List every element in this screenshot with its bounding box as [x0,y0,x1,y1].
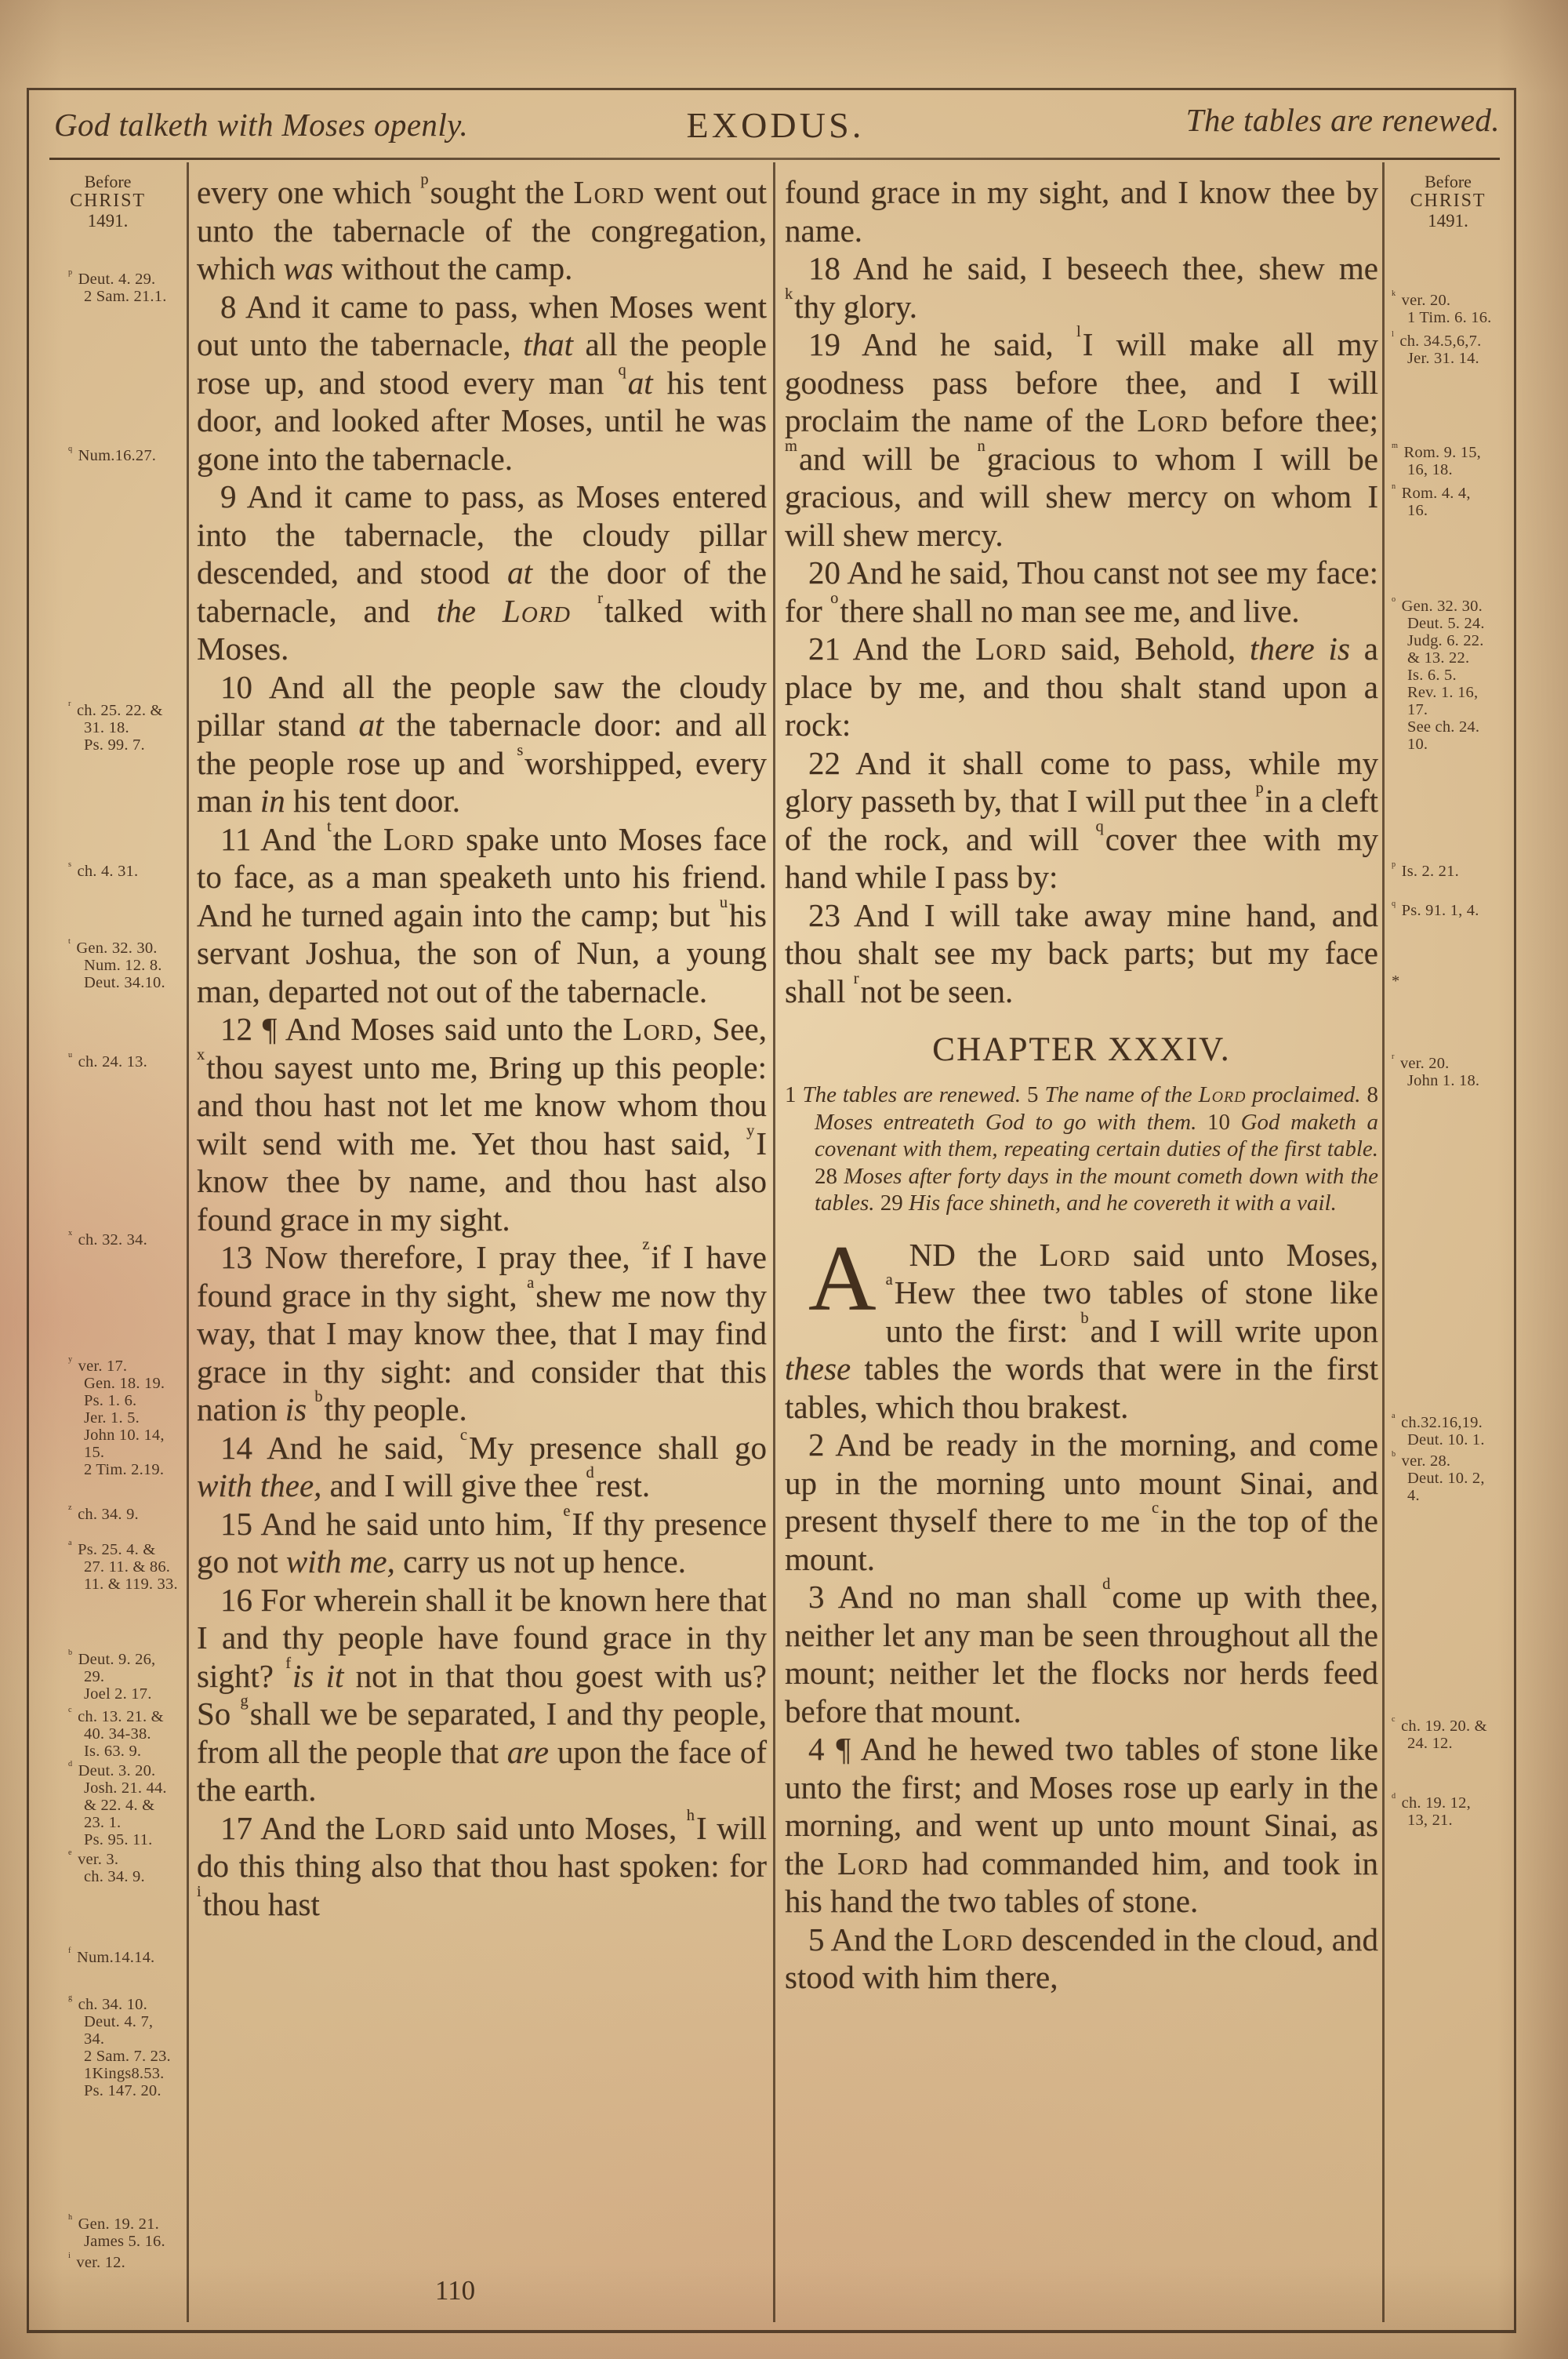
bc-line: CHRIST [1410,191,1486,211]
bc-heading-right [1382,172,1514,231]
margin-note: $^p$ Deut. 4. 29. 2 Sam. 21.1. [68,267,167,305]
margin-note: $^d$ Deut. 3. 20. Josh. 21. 44. & 22. 4. & 23. 1. Ps. 95. 11. [68,1759,167,1848]
margin-note: $^q$ Ps. 91. 1, 4. [1392,899,1479,919]
margin-note: $^x$ ch. 32. 34. [68,1228,147,1249]
margin-note: $^a$ Ps. 25. 4. & 27. 11. & 86. 11. & 119. 33. [68,1538,178,1593]
margin-note: $^c$ ch. 13. 21. & 40. 34-38. Is. 63. 9. [68,1705,164,1760]
verse: 8 And it came to pass, when Moses went out unto the tabernacle, that all the people rose up, and stood every man $^q$at his tent door, and looked after Moses, until he was gone into the tabernacle. [197,288,768,477]
chapter-summary: 1 The tables are renewed. 5 The name of the Lord proclaimed. 8 Moses entreateth God to go with them. 10 God maketh a covenant with them, repeating certain duties of the first table. 28 Moses after forty days in the mount cometh down with the tables. 29 His face shineth, and he covereth it with a vail. [785,1082,1378,1216]
margin-note: $^f$ Num.14.14. [68,1946,155,1966]
verse: 4 ¶ And he hewed two tables of stone like unto the first; and Moses rose up early in the morning, and went up unto mount Sinai, as the Lord had commanded him, and took in his hand the two tables of stone. [785,1731,1378,1919]
margin-note: $^o$ Gen. 32. 30. Deut. 5. 24. Judg. 6. 22. & 13. 22. Is. 6. 5. Rev. 1. 16, 17. See ch. 24. 10. [1392,594,1485,753]
verses-exodus-34 [785,1225,1379,1997]
margin-note: $^k$ ver. 20. 1 Tim. 6. 16. [1392,289,1492,326]
head-rule [49,158,1500,160]
page-frame [27,88,1516,2333]
bc-line: Before [84,172,132,191]
running-head-left: God talketh with Moses openly. [54,107,469,143]
margin-note: $^h$ Gen. 19. 21. James 5. 16. [68,2212,165,2250]
bc-line: Before [1425,172,1472,191]
bc-line: CHRIST [70,191,146,211]
margin-note: * [1392,972,1400,990]
margin-note: $^r$ ch. 25. 22. & 31. 18. Ps. 99. 7. [68,699,163,754]
verse: 5 And the Lord descended in the cloud, and stood with him there, [785,1921,1379,1995]
margin-note: $^b$ ver. 28. Deut. 10. 2, 4. [1392,1449,1485,1504]
margin-note: $^i$ ver. 12. [68,2251,125,2271]
margin-note: $^c$ ch. 19. 20. & 24. 12. [1392,1714,1487,1752]
margin-note: $^r$ ver. 20. John 1. 18. [1392,1052,1480,1089]
margin-column-left [29,90,187,2330]
margin-note: $^e$ ver. 3. ch. 34. 9. [68,1848,145,1885]
margin-note: $^b$ Deut. 9. 26, 29. Joel 2. 17. [68,1648,156,1703]
verse: 20 And he said, Thou canst not see my face: for $^o$there shall no man see me, and live. [785,554,1378,629]
margin-note: $^z$ ch. 34. 9. [68,1503,139,1523]
running-head [49,101,1501,151]
verse: 9 And it came to pass, as Moses entered into the tabernacle, the cloudy pillar descended, and stood at the door of the tabernacle, and the Lord $^r$talked with Moses. [197,478,768,667]
running-head-right: The tables are renewed. [1185,102,1500,138]
margin-note: $^y$ ver. 17. Gen. 18. 19. Ps. 1. 6. Jer. 1. 5. John 10. 14, 15. 2 Tim. 2.19. [68,1354,165,1478]
verse: found grace in my sight, and I know thee by name. [785,174,1378,249]
verse: 18 And he said, I beseech thee, shew me $^k$thy glory. [785,250,1378,325]
margin-note: $^d$ ch. 19. 12, 13, 21. [1392,1791,1471,1829]
margin-note: $^u$ ch. 24. 13. [68,1050,147,1070]
verse: 10 And all the people saw the cloudy pillar stand at the tabernacle door: and all the people rose up and $^s$worshipped, every man in his tent door. [197,668,767,819]
bc-line: 1491. [1428,211,1468,231]
margin-note: $^a$ ch.32.16,19. Deut. 10. 1. [1392,1411,1485,1448]
text-column-right [785,173,1378,1997]
verse: 11 And $^t$the Lord spake unto Moses face to face, as a man speaketh unto his friend. And he turned again into the camp; but $^u$his servant Joshua, the son of Nun, a young man, departed not out of the tabernacle. [197,817,767,1009]
column-divider-center [773,162,775,2322]
verse: 22 And it shall come to pass, while my glory passeth by, that I will put thee $^p$in a cleft of the rock, and will $^q$cover thee with my hand while I pass by: [785,744,1378,895]
bc-line: 1491. [87,211,129,231]
verse: 15 And he said unto him, $^e$If thy presence go not with me, carry us not up hence. [197,1502,767,1579]
verse: 19 And he said, $^l$I will make all my goodness pass before thee, and I will proclaim the name of the Lord before thee; $^m$and will be $^n$gracious to whom I will be gracious, and will shew mercy on whom I will shew mercy. [785,323,1379,553]
drop-cap: A [808,1225,877,1330]
verse: 17 And the Lord said unto Moses, $^h$I will do this thing also that thou hast spoken: for $^i$thou hast [197,1806,768,1922]
verse: 16 For wherein shall it be known here that I and thy people have found grace in thy sight? $^f$is it not in that thou goest with us? So $^g$shall we be separated, I and thy people, from all the people that are upon the face of the earth. [197,1581,767,1808]
verses-exodus-33 [785,173,1378,1010]
verse: every one which $^p$sought the Lord went out unto the tabernacle of the congregation, which was without the camp. [197,171,768,286]
verse: 2 And be ready in the morning, and come up in the morning unto mount Sinai, and present thyself there to me $^c$in the top of the mount. [785,1427,1378,1577]
verse: 12 ¶ And Moses said unto the Lord, See, $^x$thou sayest unto me, Bring up this people: and thou hast not let me know whom thou wilt send with me. Yet thou hast said, $^y$I know thee by name, and thou hast also found grace in my sight. [197,1011,768,1238]
verse: 13 Now therefore, I pray thee, $^z$if I have found grace in thy sight, $^a$shew me now thy way, that I may know thee, that I may find grace in thy sight: and consider that this nation is $^b$thy people. [197,1236,768,1427]
margin-note: $^q$ Num.16.27. [68,444,157,464]
book-title: EXODUS. [686,105,865,145]
margin-note: $^l$ ch. 34.5,6,7. Jer. 31. 14. [1392,329,1482,367]
margin-column-right [1382,90,1514,2330]
margin-note: $^p$ Is. 2. 21. [1392,860,1459,880]
margin-note: $^m$ Rom. 9. 15, 16, 18. [1392,441,1482,478]
chapter-heading: CHAPTER XXXIV. [932,1031,1231,1068]
page-number: 110 [434,2275,476,2306]
margin-note: $^n$ Rom. 4. 4, 16. [1392,482,1471,519]
text-column-left [197,173,767,1923]
verse: 3 And no man shall $^d$come up with thee, neither let any man be seen throughout all the mount; neither let the flocks nor herds feed before that mount. [785,1576,1378,1729]
margin-note: $^t$ Gen. 32. 30. Num. 12. 8. Deut. 34.10. [68,936,165,991]
margin-note: $^s$ ch. 4. 31. [68,860,139,880]
verse: 23 And I will take away mine hand, and thou shalt see my back parts; but my face shall $^r$not be seen. [785,896,1378,1009]
verse: 14 And he said, $^c$My presence shall go with thee, and I will give thee $^d$rest. [197,1426,768,1503]
margin-note: $^g$ ch. 34. 10. Deut. 4. 7, 34. 2 Sam. 7. 23. 1Kings8.53. Ps. 147. 20. [68,1993,171,2099]
column-divider-left [187,162,189,2322]
verse: 21 And the Lord said, Behold, there is a place by me, and thou shalt stand upon a rock: [785,631,1379,743]
verse: A ND the Lord said unto Moses, $^a$Hew thee two tables of stone like unto the first: $^b$and I will write upon these tables the words that were in the first tables, which thou brakest. [785,1225,1378,1425]
bc-heading-left [29,172,187,231]
